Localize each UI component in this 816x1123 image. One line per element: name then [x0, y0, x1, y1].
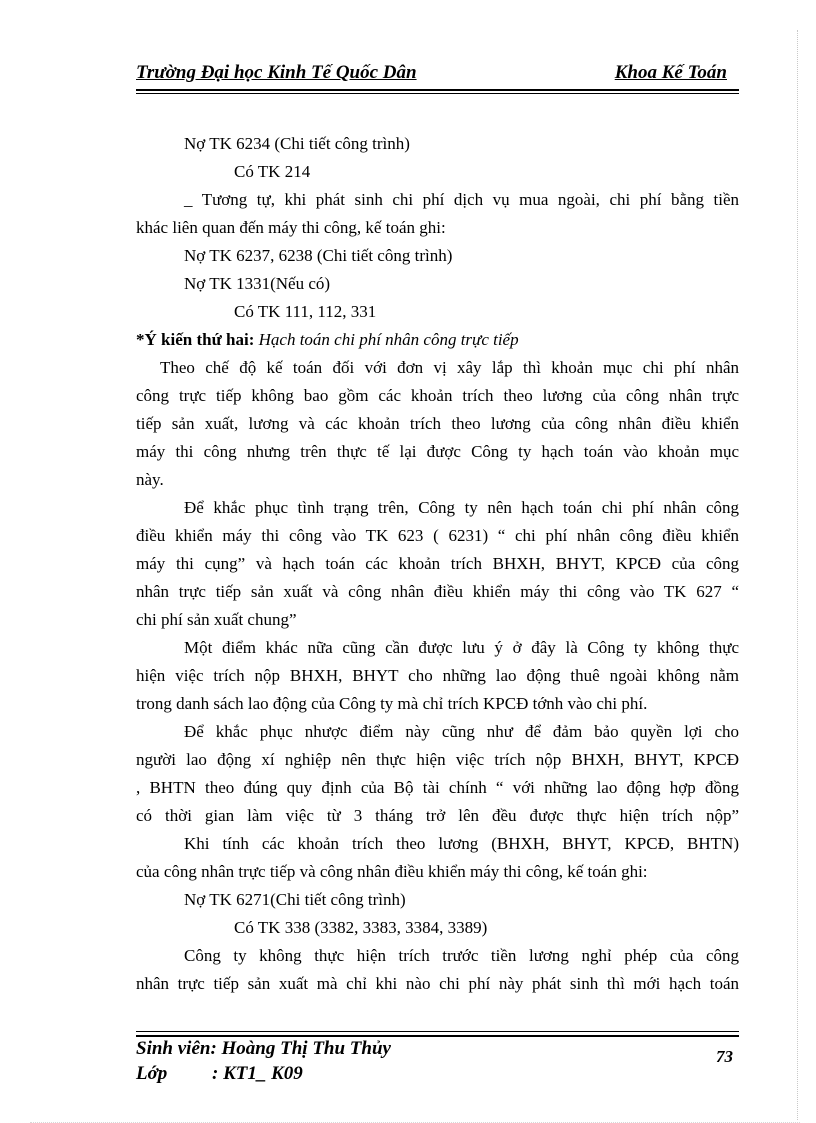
text-line: Nợ TK 6234 (Chi tiết công trình) — [184, 134, 410, 153]
text-line: _ Tương tự, khi phát sinh chi phí dịch vụ mua ngoài, chi phí bằng tiền — [184, 190, 739, 209]
text-line: công trực tiếp không bao gồm các khoản trích theo lương của công nhân trực — [136, 386, 739, 405]
text-line: máy thi cụng” và hạch toán các khoản trích BHXH, BHYT, KPCĐ của công — [136, 554, 739, 573]
text-line: nhân trực tiếp sản xuất và công nhân điều khiển máy thi công vào TK 627 “ — [136, 582, 739, 601]
page-border-right — [797, 30, 798, 1120]
page-footer — [136, 1038, 739, 1098]
text-line: Để khắc phục nhược điểm này cũng như để đảm bảo quyền lợi cho — [184, 722, 739, 741]
text-line: có thời gian làm việc từ 3 tháng trở lên đều được thực hiện trích nộp” — [136, 806, 739, 825]
text-line: Một điểm khác nữa cũng cần được lưu ý ở đây là Công ty không thực — [184, 638, 739, 657]
text-line: tiếp sản xuất, lương và các khoản trích theo lương của công nhân điều khiển — [136, 414, 739, 433]
header-rule-thin — [136, 93, 739, 94]
heading-title: Hạch toán chi phí nhân công trực tiếp — [258, 330, 519, 349]
section-heading — [136, 326, 519, 354]
footer-rule — [136, 1035, 739, 1037]
text-line: chi phí sản xuất chung” — [136, 610, 297, 629]
footer-student-name: Sinh viên: Hoàng Thị Thu Thủy — [136, 1038, 391, 1059]
text-line: Công ty không thực hiện trích trước tiền lương nghỉ phép của công — [184, 946, 739, 965]
page-number: 73 — [716, 1047, 733, 1066]
header-rule — [136, 89, 739, 91]
heading-colon: : — [248, 330, 259, 349]
text-line: Nợ TK 6237, 6238 (Chi tiết công trình) — [184, 246, 453, 265]
header-university: Trường Đại học Kinh Tế Quốc Dân — [136, 62, 417, 83]
text-line: Có TK 338 (3382, 3383, 3384, 3389) — [234, 918, 488, 937]
text-line: người lao động xí nghiệp nên thực hiện việc trích nộp BHXH, BHYT, KPCĐ — [136, 750, 739, 769]
heading-label: *Ý kiến thứ hai — [136, 330, 249, 349]
text-line: máy thi công nhưng trên thực tế lại được Công ty hạch toán vào khoản mục — [136, 442, 739, 461]
header-faculty: Khoa Kế Toán — [614, 62, 727, 83]
footer-class-value: : KT1_ K09 — [212, 1063, 303, 1084]
text-line: Có TK 111, 112, 331 — [234, 302, 377, 321]
text-line: , BHTN theo đúng quy định của Bộ tài chính “ với những lao động hợp đồng — [136, 778, 739, 797]
text-line: Nợ TK 6271(Chi tiết công trình) — [184, 890, 406, 909]
text-line: hiện việc trích nộp BHXH, BHYT cho những lao động thuê ngoài không nằm — [136, 666, 739, 685]
text-line: Để khắc phục tình trạng trên, Công ty nên hạch toán chi phí nhân công — [184, 498, 739, 517]
text-line: điều khiển máy thi công vào TK 623 ( 6231) “ chi phí nhân công điều khiển — [136, 526, 739, 545]
footer-class-label: Lớp — [136, 1063, 168, 1084]
text-line: của công nhân trực tiếp và công nhân điều khiển máy thi công, kế toán ghi: — [136, 862, 648, 881]
text-line: trong danh sách lao động của Công ty mà chỉ trích KPCĐ tớnh vào chi phí. — [136, 694, 648, 713]
text-line: này. — [136, 470, 164, 489]
text-line: Khi tính các khoản trích theo lương (BHXH, BHYT, KPCĐ, BHTN) — [184, 834, 739, 853]
text-line: khác liên quan đến máy thi công, kế toán ghi: — [136, 218, 446, 237]
text-line: nhân trực tiếp sản xuất mà chỉ khi nào chi phí này phát sinh thì mới hạch toán — [136, 974, 739, 993]
footer-rule-thin — [136, 1031, 739, 1032]
text-line: Có TK 214 — [234, 162, 311, 181]
text-line: Theo chế độ kế toán đối với đơn vị xây lắp thì khoản mục chi phí nhân — [160, 358, 739, 377]
text-line: Nợ TK 1331(Nếu có) — [184, 274, 331, 293]
